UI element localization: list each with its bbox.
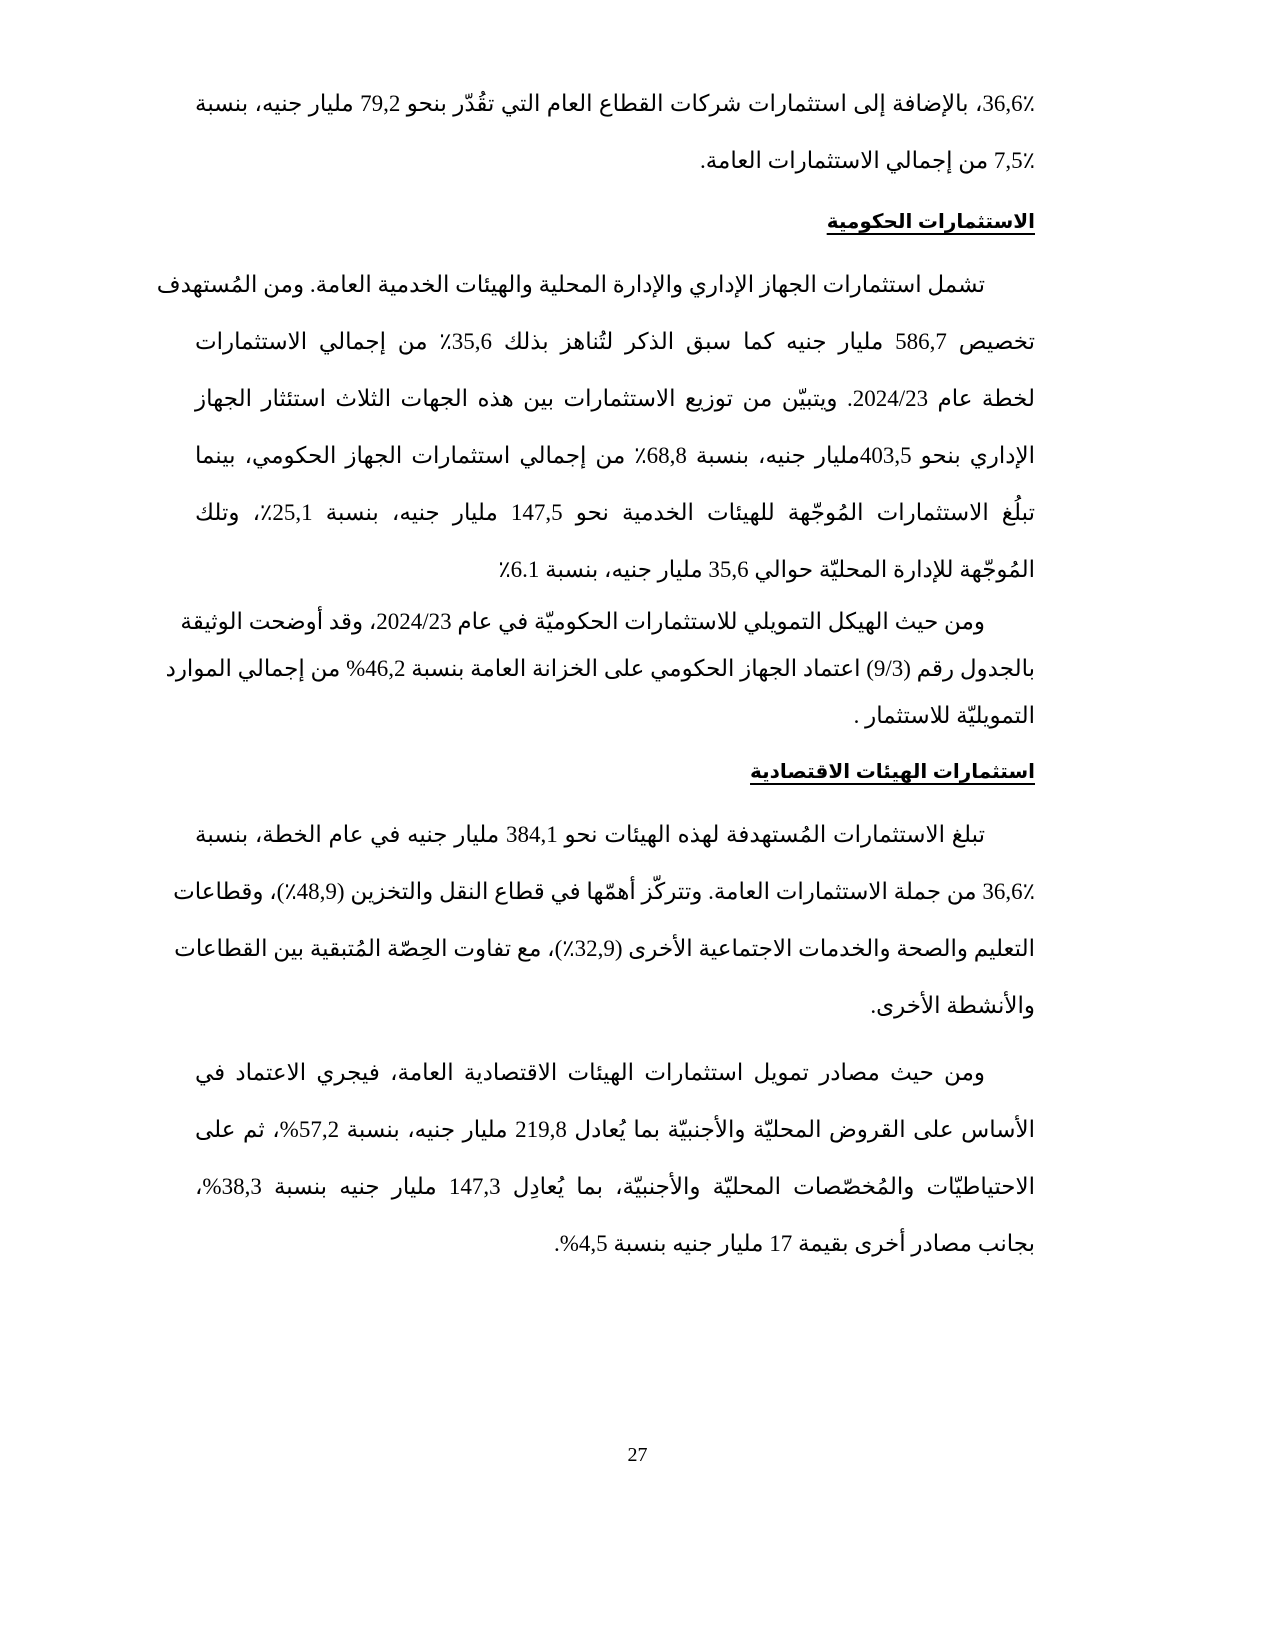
text-line: تبلُغ الاستثمارات المُوجّهة للهيئات الخدمية نحو 147,5 مليار جنيه، بنسبة 25,1٪، وتلك xyxy=(195,500,1035,525)
text-line: ومن حيث مصادر تمويل استثمارات الهيئات الاقتصادية العامة، فيجري الاعتماد في xyxy=(195,1060,985,1085)
section-heading-government-investments: الاستثمارات الحكومية xyxy=(826,211,1035,233)
text-line: 36,6٪ من جملة الاستثمارات العامة. وتتركّز أهمّها في قطاع النقل والتخزين (48,9٪)، وقطاعات xyxy=(173,879,1035,904)
text-line: لخطة عام 2024/23. ويتبيّن من توزيع الاستثمارات بين هذه الجهات الثلاث استئثار الجهاز xyxy=(195,386,1035,411)
text-line: التعليم والصحة والخدمات الاجتماعية الأخرى (32,9٪)، مع تفاوت الحِصّة المُتبقية بين القطاعات xyxy=(174,936,1035,961)
text-line: الإداري بنحو 403,5مليار جنيه، بنسبة 68,8٪ من إجمالي استثمارات الجهاز الحكومي، بينما xyxy=(195,443,1035,468)
document-page xyxy=(156,0,1036,1272)
text-line: تبلغ الاستثمارات المُستهدفة لهذه الهيئات نحو 384,1 مليار جنيه في عام الخطة، بنسبة xyxy=(195,822,985,847)
text-line: تخصيص 586,7 مليار جنيه كما سبق الذكر لتُناهز بذلك 35,6٪ من إجمالي الاستثمارات xyxy=(195,329,1036,354)
text-line: والأنشطة الأخرى. xyxy=(870,993,1035,1018)
paragraph-public-sector-companies xyxy=(195,75,1035,189)
text-line: الأساس على القروض المحليّة والأجنبيّة بما يُعادل 219,8 مليار جنيه، بنسبة 57,2%، ثم على xyxy=(195,1117,1035,1142)
text-line: بجانب مصادر أخرى بقيمة 17 مليار جنيه بنسبة 4,5%. xyxy=(553,1231,1035,1256)
section-heading-economic-authorities: استثمارات الهيئات الاقتصادية xyxy=(750,761,1035,783)
text-line: ومن حيث الهيكل التمويلي للاستثمارات الحكوميّة في عام 2024/23، وقد أوضحت الوثيقة xyxy=(180,609,985,634)
text-line: بالجدول رقم (9/3) اعتماد الجهاز الحكومي على الخزانة العامة بنسبة 46,2% من إجمالي الموارد xyxy=(165,656,1035,681)
text-line: المُوجّهة للإدارة المحليّة حوالي 35,6 مليار جنيه، بنسبة 6.1٪ xyxy=(498,557,1035,582)
paragraph-economic-authorities xyxy=(173,806,1035,1034)
paragraph-government-investments xyxy=(156,256,1036,598)
paragraph-government-financing xyxy=(165,598,1035,739)
text-line: الاحتياطيّات والمُخصّصات المحليّة والأجنبيّة، بما يُعادِل 147,3 مليار جنيه بنسبة 38,3%، xyxy=(195,1174,1036,1199)
paragraph-economic-financing xyxy=(195,1044,1035,1272)
text-line: تشمل استثمارات الجهاز الإداري والإدارة المحلية والهيئات الخدمية العامة. ومن المُستهدف xyxy=(156,272,985,297)
text-line: 7,5٪ من إجمالي الاستثمارات العامة. xyxy=(699,148,1035,173)
text-line: 36,6٪، بالإضافة إلى استثمارات شركات القطاع العام التي تقُدّر بنحو 79,2 مليار جنيه، بنسبة xyxy=(195,91,1035,116)
text-line: التمويليّة للاستثمار . xyxy=(853,703,1035,728)
page-number: 27 xyxy=(627,1444,648,1466)
